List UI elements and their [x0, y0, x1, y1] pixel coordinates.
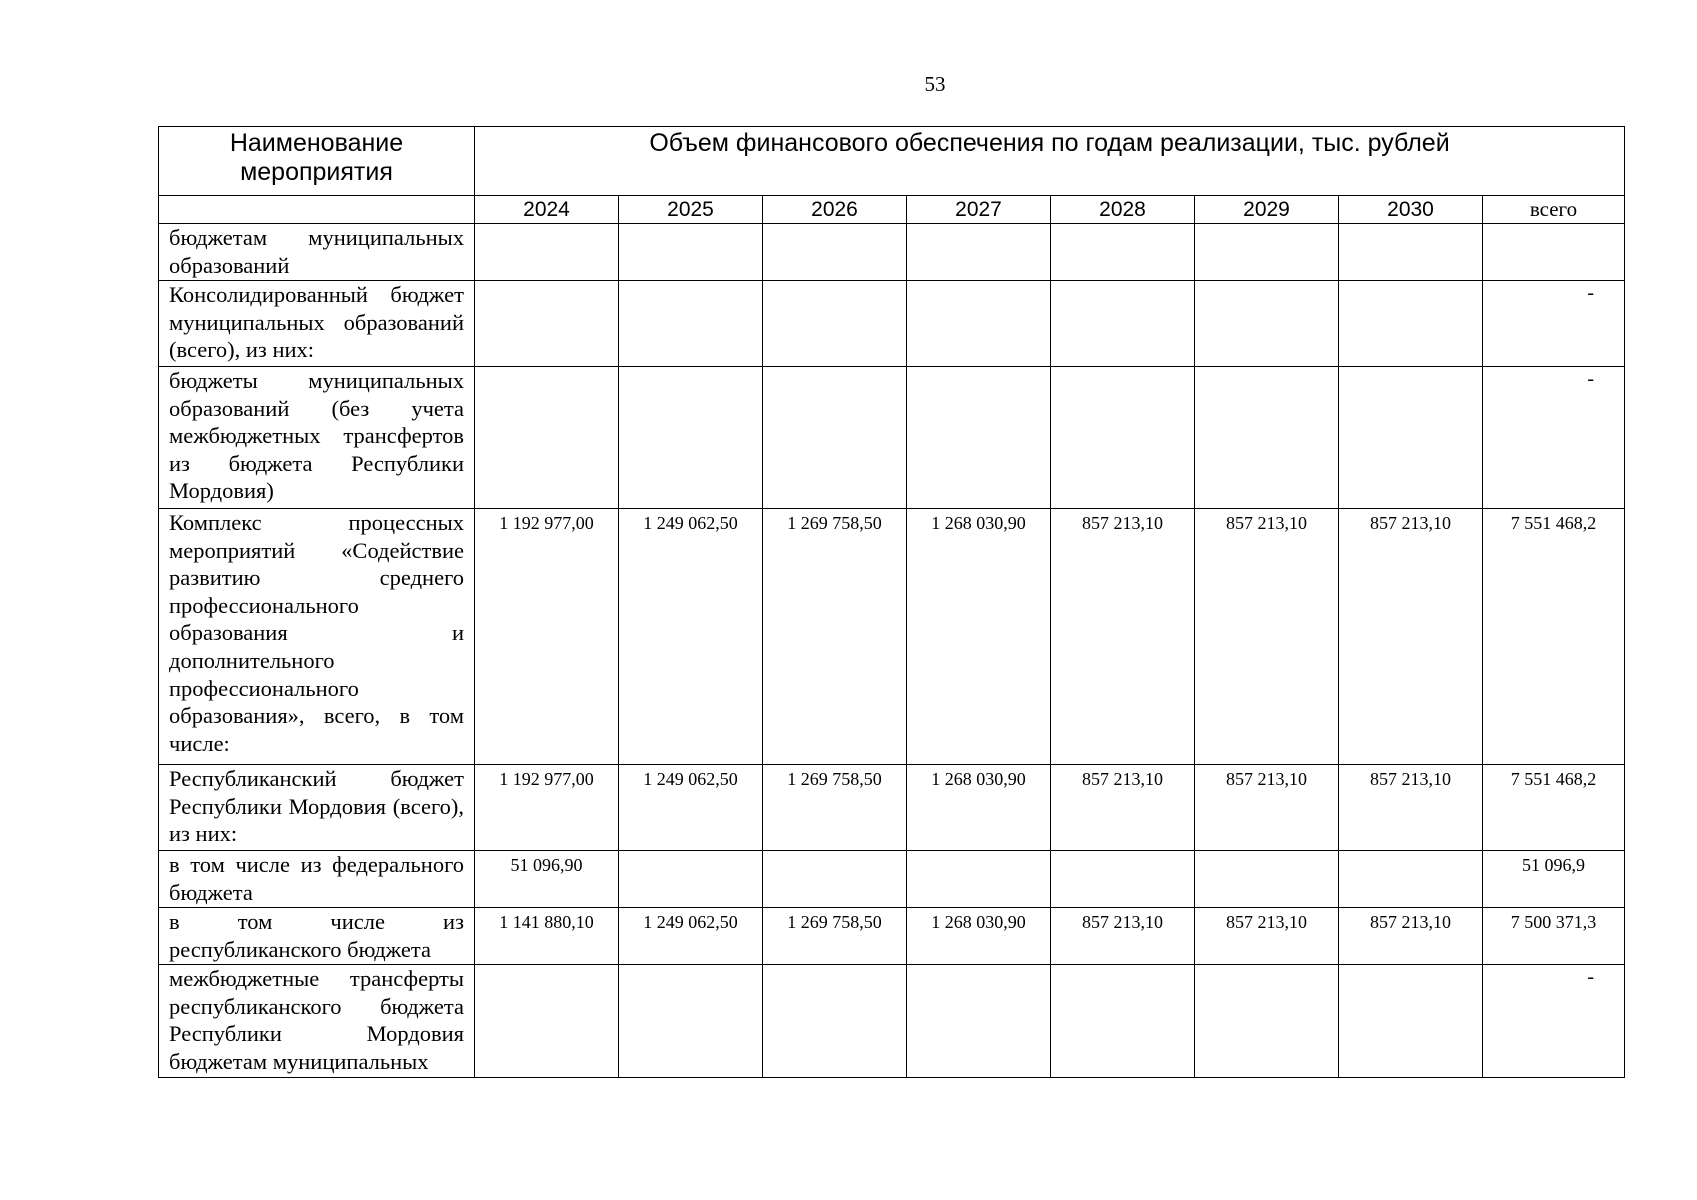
budget-table — [158, 126, 1625, 1078]
year-value-cell — [763, 281, 907, 367]
year-value-cell — [1195, 851, 1339, 908]
year-value-cell — [763, 851, 907, 908]
year-header-empty — [159, 196, 475, 224]
year-value-cell: 1 249 062,50 — [619, 765, 763, 851]
row-name-cell: Консолидированный бюджет муниципальных образований (всего), из них: — [159, 281, 475, 367]
year-value-cell: 857 213,10 — [1339, 765, 1483, 851]
year-header-cell: 2027 — [907, 196, 1051, 224]
year-value-cell — [1051, 851, 1195, 908]
year-value-cell — [619, 367, 763, 509]
table-row — [159, 851, 1625, 908]
table-row — [159, 908, 1625, 965]
year-header-row — [159, 196, 1625, 224]
year-value-cell: 857 213,10 — [1051, 509, 1195, 765]
table-row — [159, 965, 1625, 1078]
total-value-cell: - — [1483, 965, 1625, 1078]
year-value-cell: 857 213,10 — [1339, 509, 1483, 765]
table-row — [159, 224, 1625, 281]
year-value-cell — [619, 965, 763, 1078]
year-value-cell — [1339, 965, 1483, 1078]
year-value-cell — [1195, 224, 1339, 281]
year-value-cell: 51 096,90 — [475, 851, 619, 908]
year-value-cell — [1051, 224, 1195, 281]
table-row — [159, 509, 1625, 765]
year-value-cell: 1 192 977,00 — [475, 765, 619, 851]
year-value-cell: 857 213,10 — [1051, 765, 1195, 851]
year-value-cell — [619, 281, 763, 367]
year-header-cell: 2028 — [1051, 196, 1195, 224]
year-value-cell: 1 249 062,50 — [619, 908, 763, 965]
year-value-cell: 857 213,10 — [1339, 908, 1483, 965]
year-value-cell — [763, 367, 907, 509]
year-value-cell — [1051, 281, 1195, 367]
row-name-cell: межбюджетные трансферты республиканского бюджета Республики Мордовия бюджетам муниципальных — [159, 965, 475, 1078]
year-value-cell — [907, 224, 1051, 281]
row-name-cell: бюджеты муниципальных образований (без учета межбюджетных трансфертов из бюджета Республики Мордовия) — [159, 367, 475, 509]
total-value-cell: 7 551 468,2 — [1483, 509, 1625, 765]
year-value-cell — [1051, 965, 1195, 1078]
year-value-cell: 1 268 030,90 — [907, 908, 1051, 965]
total-value-cell: - — [1483, 281, 1625, 367]
total-value-cell: 7 551 468,2 — [1483, 765, 1625, 851]
total-value-cell: - — [1483, 367, 1625, 509]
header-name-column: Наименование мероприятия — [159, 127, 475, 196]
year-value-cell — [1339, 224, 1483, 281]
year-value-cell: 857 213,10 — [1051, 908, 1195, 965]
year-value-cell: 857 213,10 — [1195, 509, 1339, 765]
total-value-cell — [1483, 224, 1625, 281]
page-number: 53 — [924, 72, 946, 96]
year-value-cell: 857 213,10 — [1195, 765, 1339, 851]
year-value-cell — [763, 965, 907, 1078]
year-value-cell: 1 269 758,50 — [763, 509, 907, 765]
year-value-cell — [1339, 367, 1483, 509]
year-value-cell — [475, 965, 619, 1078]
year-value-cell — [1339, 851, 1483, 908]
year-value-cell: 857 213,10 — [1195, 908, 1339, 965]
year-header-cell: 2026 — [763, 196, 907, 224]
year-value-cell — [1195, 965, 1339, 1078]
year-value-cell — [475, 281, 619, 367]
year-header-cell: 2030 — [1339, 196, 1483, 224]
year-value-cell: 1 141 880,10 — [475, 908, 619, 965]
year-value-cell: 1 269 758,50 — [763, 908, 907, 965]
year-value-cell — [763, 224, 907, 281]
total-value-cell: 51 096,9 — [1483, 851, 1625, 908]
year-value-cell — [475, 224, 619, 281]
year-value-cell — [907, 965, 1051, 1078]
header-volume-column: Объем финансового обеспечения по годам реализации, тыс. рублей — [475, 127, 1625, 196]
year-value-cell — [1195, 367, 1339, 509]
row-name-cell: в том числе из республиканского бюджета — [159, 908, 475, 965]
table-row — [159, 765, 1625, 851]
row-name-cell: Республиканский бюджет Республики Мордовия (всего), из них: — [159, 765, 475, 851]
total-header-cell: всего — [1483, 196, 1625, 224]
year-value-cell — [907, 367, 1051, 509]
year-value-cell — [1195, 281, 1339, 367]
year-header-cell: 2025 — [619, 196, 763, 224]
year-value-cell: 1 192 977,00 — [475, 509, 619, 765]
row-name-cell: в том числе из федерального бюджета — [159, 851, 475, 908]
row-name-cell: бюджетам муниципальных образований — [159, 224, 475, 281]
year-header-cell: 2029 — [1195, 196, 1339, 224]
year-header-cell: 2024 — [475, 196, 619, 224]
year-value-cell — [907, 281, 1051, 367]
row-name-cell: Комплекс процессных мероприятий «Содействие развитию среднего профессионального образования и дополнительного профессионального образования», всего, в том числе: — [159, 509, 475, 765]
year-value-cell — [1051, 367, 1195, 509]
header-row — [159, 127, 1625, 196]
year-value-cell — [475, 367, 619, 509]
year-value-cell: 1 269 758,50 — [763, 765, 907, 851]
year-value-cell: 1 268 030,90 — [907, 509, 1051, 765]
year-value-cell — [1339, 281, 1483, 367]
table-row — [159, 281, 1625, 367]
table-row — [159, 367, 1625, 509]
year-value-cell: 1 249 062,50 — [619, 509, 763, 765]
year-value-cell — [907, 851, 1051, 908]
year-value-cell — [619, 851, 763, 908]
total-value-cell: 7 500 371,3 — [1483, 908, 1625, 965]
year-value-cell — [619, 224, 763, 281]
year-value-cell: 1 268 030,90 — [907, 765, 1051, 851]
